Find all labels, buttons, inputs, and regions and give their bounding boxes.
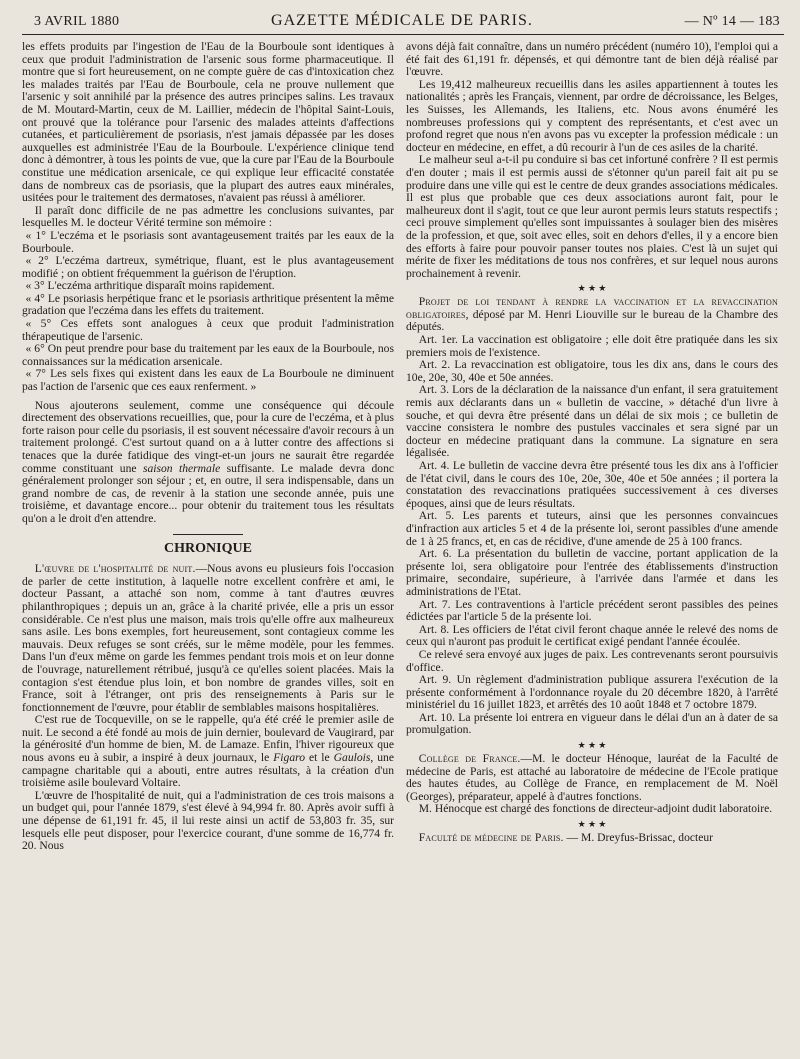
right-column	[406, 41, 778, 853]
emphasis: Gaulois	[333, 751, 371, 765]
paragraph	[22, 714, 394, 790]
paragraph: les effets produits par l'ingestion de l'Eau de la Bourboule sont identiques à ceux que produit l'administration de l'arsenic sous forme pharmaceutique. Il montre que si fort heureusement, on ne compte guère de cas d'intoxication chez les malades traités par l'Eau de Bourboule, cela ne prouve nullement que l'arsenic y soit annihilé par la présence des autres principes salins. Les travaux de M. Moutard-Martin, ceux de M. Laillier, médecin de l'hôpital Saint-Louis, ont prouvé que la tolérance pour l'arsenic des malades atteints d'affections cutanées, et particulièrement de psoriasis, n'est jamais dépassée par les doses auxquelles est administrée l'Eau de la Bourboule. L'expérience clinique tend donc à démontrer, à tous les points de vue, que la cure par l'Eau de la Bourboule constitue une médication arsenicale, ce qui explique leur efficacité constatée dans de nombreux cas de psoriasis, que la plupart des autres eaux minérales, usitées pour le traitement des dermatoses, n'avaient pas réussi à améliorer.	[22, 40, 394, 205]
paragraph	[406, 296, 778, 334]
text-run: Nous ajouterons seulement, comme une conséquence qui découle directement des observations recueillies, que, pour la cure de l'eczéma, et à plus forte raison pour celle du psoriasis, il est souvent nécessaire d'avoir recours à un traitement prolongé. C'est surtout quand on a à lutter contre des affections si tenaces que la durée fatidique des vingt-et-un jours ne saurait être regardée comme constituant une	[22, 398, 394, 475]
rubric-head: Faculté de médecine de Paris.	[418, 831, 564, 845]
conclusion-1: « 1° L'eczéma et le psoriasis sont avantageusement traités par les eaux de la Bourboule.	[22, 228, 394, 255]
section-separator: ★ ★ ★	[577, 819, 607, 830]
law-article-3: Art. 3. Lors de la déclaration de la naissance d'un enfant, il sera gratuitement remis aux déclarants dans un « bulletin de vaccine, » détaché d'un livre à souche, et qui devra être présenté dans un délai de six mois ; ce bulletin de vaccine consistera le nombre des pustules vaccinales et sera signé par un docteur en médecine pratiquant dans la commune. La signature en sera légalisée.	[406, 383, 778, 460]
conclusion-6: « 6° On peut prendre pour base du traitement par les eaux de la Bourboule, nos connaissances sur la médication arsenicale.	[22, 342, 394, 368]
section-rule	[173, 534, 243, 535]
section-separator: ★ ★ ★	[577, 740, 607, 751]
law-article-1: Art. 1er. La vaccination est obligatoire ; elle doit être pratiquée dans les six premiers mois de l'existence.	[406, 333, 778, 359]
header-date: 3 AVRIL 1880	[34, 14, 120, 29]
section-title-text: CHRONIQUE	[164, 540, 252, 556]
paragraph	[406, 832, 778, 845]
paragraph: Il paraît donc difficile de ne pas admettre les conclusions suivantes, par lesquelles M. le docteur Vérité termine son mémoire :	[22, 203, 394, 230]
text-run: et le	[305, 751, 334, 765]
left-column	[22, 41, 394, 853]
law-article-4: Art. 4. Le bulletin de vaccine devra être présenté tous les dix ans à l'officier de l'état civil, dans le cours des 10e, 20e, 30e, 40e et 50e années ; il portera la constatation des revaccinations pratiquées successivement à ces diverses époques, ainsi que de leurs résultats.	[406, 459, 778, 510]
paragraph: Le malheur seul a-t-il pu conduire si bas cet infortuné confrère ? Il est permis d'en douter ; mais il est permis aussi de s'étonner qu'un pareil fait ait pu se produire dans une ville qui est le centre de deux grandes associations médicales. Il est plus que probable que ces deux associations auront fait, pour le malheureux dont il s'agit, tout ce que leur auront permis leurs statuts respectifs ; ceci prouve simplement qu'elles sont impuissantes à soulager bien des misères de la profession, et que, soit avec elles, soit en dehors d'elles, il y a encore bien des efforts à faire pour pouvoir panser toutes nos plaies. C'est là un sujet qui mérite de fixer les méditations de tous nos confrères, et sur lequel nous aurons prochainement à revenir.	[406, 153, 778, 280]
text-run: —M. le docteur Hénoque, lauréat de la Faculté de médecine de Paris, est attaché au laboratoire de médecine de l'Ecole pratique des hautes études, au Collège de France, en remplacement de M. Noël (Georges), préparateur, appelé à d'autres fonctions.	[406, 752, 778, 803]
paragraph	[406, 753, 778, 803]
text-run: suffisante. Le malade devra donc généralement prolonger son séjour ; et, en outre, il sera indispensable, dans un grand nombre de cas, de revenir à la station une seconde année, puis une troisième, et davantage encore... pour obtenir du traitement tous les résultats qu'on a le droit d'en attendre.	[22, 461, 395, 525]
conclusion-5: « 5° Ces effets sont analogues à ceux que produit l'administration thérapeutique de l'arsenic.	[22, 317, 394, 343]
page-header	[22, 8, 784, 35]
paragraph: L'œuvre de l'hospitalité de nuit, qui a l'administration de ces trois maisons a un budget qui, pour l'année 1879, s'est élevé à 94,994 fr. 80. Après avoir suffi à une dépense de 61,191 fr. 45, il lui reste ainsi un actif de 53,803 fr. 35, sur lesquels elle peut disposer, pour l'exercice courant, d'une somme de 16,774 fr. 20. Nous	[22, 788, 394, 853]
journal-title: GAZETTE MÉDICALE DE PARIS.	[271, 12, 533, 29]
paragraph	[22, 400, 394, 526]
paragraph	[22, 563, 394, 714]
emphasis: Figaro	[273, 751, 305, 765]
rubric-head: L'œuvre de l'hospitalité de nuit.	[34, 562, 196, 576]
rubric-head: Projet de loi tendant à rendre la vaccination et la revaccination obligatoires,	[406, 295, 778, 321]
law-article-9: Art. 9. Un règlement d'administration publique assurera l'exécution de la présente conformément à l'ordonnance royale du 20 décembre 1820, à l'arrêté ministériel du 16 juillet 1823, et arrêtés des 10 août 1848 et 7 octobre 1879.	[406, 673, 778, 712]
issue-page-number: — Nº 14 — 183	[684, 14, 780, 29]
emphasis: saison thermale	[142, 461, 221, 475]
conclusion-3: « 3° L'eczéma arthritique disparaît moins rapidement.	[25, 279, 275, 293]
text-run: déposé par M. Henri Liouville sur le bureau de la Chambre des députés.	[406, 307, 778, 334]
section-title-chronique	[22, 540, 394, 558]
paragraph: Les 19,412 malheureux recueillis dans les asiles appartiennent à toutes les nationalités ; après les Français, viennent, par ordre de décroissance, les Belges, les Suisses, les Allemands, les Italiens, etc. Nous avons énuméré les nombreuses professions qui y comptent des représentants, et c'est avec un profond regret que nous n'en avons pas vu excepter la profession médicale : un docteur en médecine, en effet, a dû recourir à l'un de ces asiles de la charité.	[406, 77, 778, 154]
law-article-5: Art. 5. Les parents et tuteurs, ainsi que les personnes convaincues d'infraction aux articles 5 et 4 de la présente loi, seront passibles d'une amende de 1 à 25 francs, et, en cas de récidive, d'une amende de 25 à 100 francs.	[406, 509, 778, 548]
text-run: —Nous avons eu plusieurs fois l'occasion de parler de cette institution, à laquelle notre excellent confrère et ami, le docteur Passant, a attaché son nom, comme à tant d'autres œuvres philanthropiques ; depuis un an, grâce à la charité privée, elle a pris un essor considérable. Ce n'est plus une maison, mais trois qu'elle offre aux malheureux sans asile. Les bons exemples, fort heureusement, sont contagieux comme les mauvais. Deux refuges se sont créés, sur le même modèle, pour les femmes. Dans l'un d'eux même on garde les femmes pendant trois mois et on leur donne de l'ouvrage, naturellement rétribué, jusqu'à ce qu'elles soient placées. Mais la contagion s'est étendue plus loin, et bon nombre de grandes villes, soit en France, soit à l'étranger, ont pris des renseignements à Paris sur le fonctionnement de l'œuvre, pour établir de semblables maisons hospitalières.	[22, 562, 394, 714]
conclusion-4: « 4° Le psoriasis herpétique franc et le psoriasis arthritique présentent la même gradation que l'eczéma dans les effets du traitement.	[22, 291, 394, 318]
text-run: — M. Dreyfus-Brissac, docteur	[563, 831, 714, 845]
rubric-head: Collège de France.	[418, 752, 521, 766]
text-run: C'est rue de Tocqueville, on se le rappelle, qu'a été créé le premier asile de nuit. Le second a été fondé au mois de juin dernier, boulevard de Vaugirard, par la générosité d'un homme de bien, M. de Lamaze. Enfin, l'hiver rigoureux que nous avons eu à subir, a inspiré à deux journaux, le	[22, 713, 394, 765]
conclusion-7: « 7° Les sels fixes qui existent dans les eaux de La Bourboule ne diminuent pas l'action de l'arsenic que ces eaux renferment. »	[22, 367, 394, 394]
law-article-7: Art. 7. Les contraventions à l'article précédent seront passibles des peines édictées par l'article 5 de la présente loi.	[406, 597, 778, 624]
section-separator: ★ ★ ★	[577, 283, 607, 294]
text-run: , une campagne charitable qui a abouti, entre autres résultats, à la création d'un troisième asile boulevard Voltaire.	[22, 751, 394, 790]
law-article-8: Art. 8. Les officiers de l'état civil feront chaque année le relevé des noms de ceux qui n'auront pas produit le certificat exigé pendant l'année écoulée.	[406, 622, 778, 649]
paragraph: Ce relevé sera envoyé aux juges de paix. Les contrevenants seront poursuivis d'office.	[406, 647, 778, 674]
law-article-2: Art. 2. La revaccination est obligatoire, tous les dix ans, dans le cours des 10e, 20e, 30, 40e et 50e années.	[406, 358, 778, 384]
paragraph: avons déjà fait connaître, dans un numéro précédent (numéro 10), l'emploi qui a été fait des 61,191 fr. dépensés, et qui démontre tant de bien déjà réalisé par l'œuvre.	[406, 40, 778, 79]
conclusion-2: « 2° L'eczéma dartreux, symétrique, fluant, est le plus avantageusement modifié ; on obtient fréquemment la guérison de l'éruption.	[22, 254, 394, 280]
paragraph: M. Hénocque est chargé des fonctions de directeur-adjoint dudit laboratoire.	[418, 802, 773, 816]
law-article-6: Art. 6. La présentation du bulletin de vaccine, portant application de la présente loi, sera obligatoire pour l'entrée des établissements d'instruction primaire, secondaire, supérieure, à l'arrivée dans l'armée et dans les administrations de l'Etat.	[406, 547, 778, 598]
law-article-10: Art. 10. La présente loi entrera en vigueur dans le délai d'un an à dater de sa promulgation.	[406, 710, 778, 737]
